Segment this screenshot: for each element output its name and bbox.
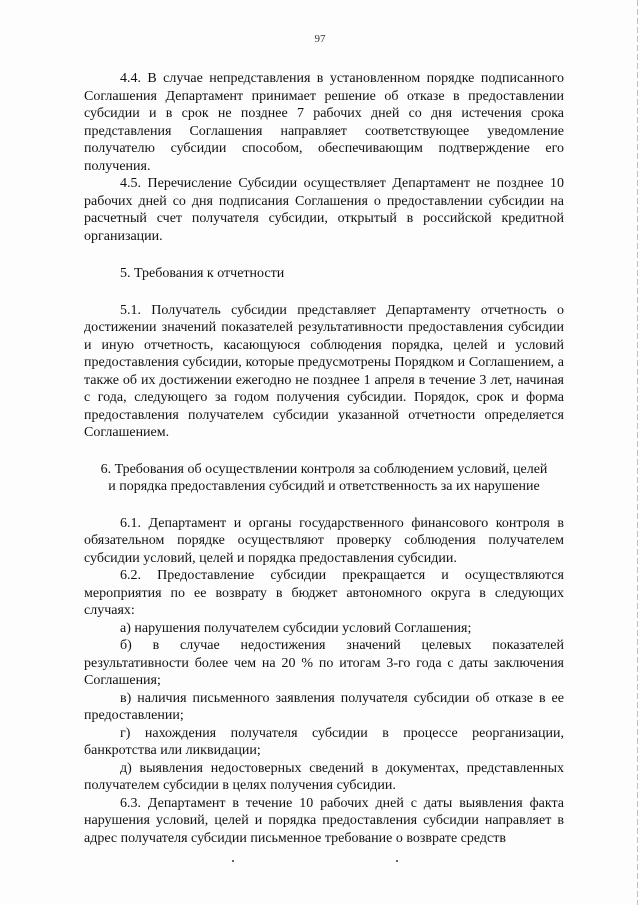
- section-6-heading-line2: и порядка предоставления субсидий и ответственность за их нарушение: [108, 479, 540, 494]
- paragraph-6-2: 6.2. Предоставление субсидии прекращается и осуществляются мероприятия по ее возврату в бюджет автономного округа в следующих случаях:: [84, 568, 564, 618]
- paragraph-5-1: 5.1. Получатель субсидии представляет Департаменту отчетность о достижении значений показателей результативности предоставления субсидии и иную отчетность, касающуюся соблюдения порядка, целей и условий предоставления субсидии, которые предусмотрены Порядком и Соглашением, а также об их достижении ежегодно не позднее 1 апреля в течение 3 лет, начиная с года, следующего за годом получения субсидии. Порядок, срок и форма предоставления получателем субсидии указанной отчетности определяется Соглашением.: [84, 302, 564, 440]
- list-item-b: б) в случае недостижения значений целевых показателей результативности более чем на 20 % по итогам 3-го года с даты заключения Соглашения;: [84, 638, 564, 688]
- paragraph-6-1: 6.1. Департамент и органы государственного финансового контроля в обязательном порядке осуществляют проверку соблюдения получателем субсидии условий, целей и порядка предоставления субсидии.: [84, 515, 564, 566]
- section-5-heading: 5. Требования к отчетности: [120, 266, 285, 281]
- section-6-heading-line1: 6. Требования об осуществлении контроля за соблюдением условий, целей: [100, 461, 548, 477]
- list-item-d: д) выявления недостоверных сведений в документах, представленных получателем субсидии в целях получения субсидии.: [84, 760, 564, 793]
- page-number: 97: [314, 33, 326, 45]
- section-6-heading: [84, 461, 564, 496]
- paragraph-4-5: 4.5. Перечисление Субсидии осуществляет Департамент не позднее 10 рабочих дней со дня подписания Соглашения о предоставлении субсидии на расчетный счет получателя субсидии, открытый в российской кредитной организации.: [84, 176, 564, 244]
- list-item-a: а) нарушения получателем субсидии условий Соглашения;: [120, 620, 472, 636]
- list-item-v: в) наличия письменного заявления получателя субсидии об отказе в ее предоставлении;: [84, 690, 564, 723]
- scan-edge: [637, 0, 638, 905]
- document-body: [84, 70, 564, 847]
- paragraph-6-3: 6.3. Департамент в течение 10 рабочих дней с даты выявления факта нарушения условий, целей и порядка предоставления субсидии направляет в адрес получателя субсидии письменное требование о возврате средств: [84, 795, 564, 846]
- scan-speck: [232, 860, 234, 862]
- paragraph-4-4: 4.4. В случае непредставления в установленном порядке подписанного Соглашения Департамент принимает решение об отказе в предоставлении субсидии и в срок не позднее 7 рабочих дней со дня истечения срока представления Соглашения направляет соответствующее уведомление получателю субсидии способом, обеспечивающим подтверждение его получения.: [84, 71, 564, 174]
- list-item-g: г) нахождения получателя субсидии в процессе реорганизации, банкротства или ликвидации;: [84, 725, 564, 758]
- scan-speck: [396, 860, 398, 862]
